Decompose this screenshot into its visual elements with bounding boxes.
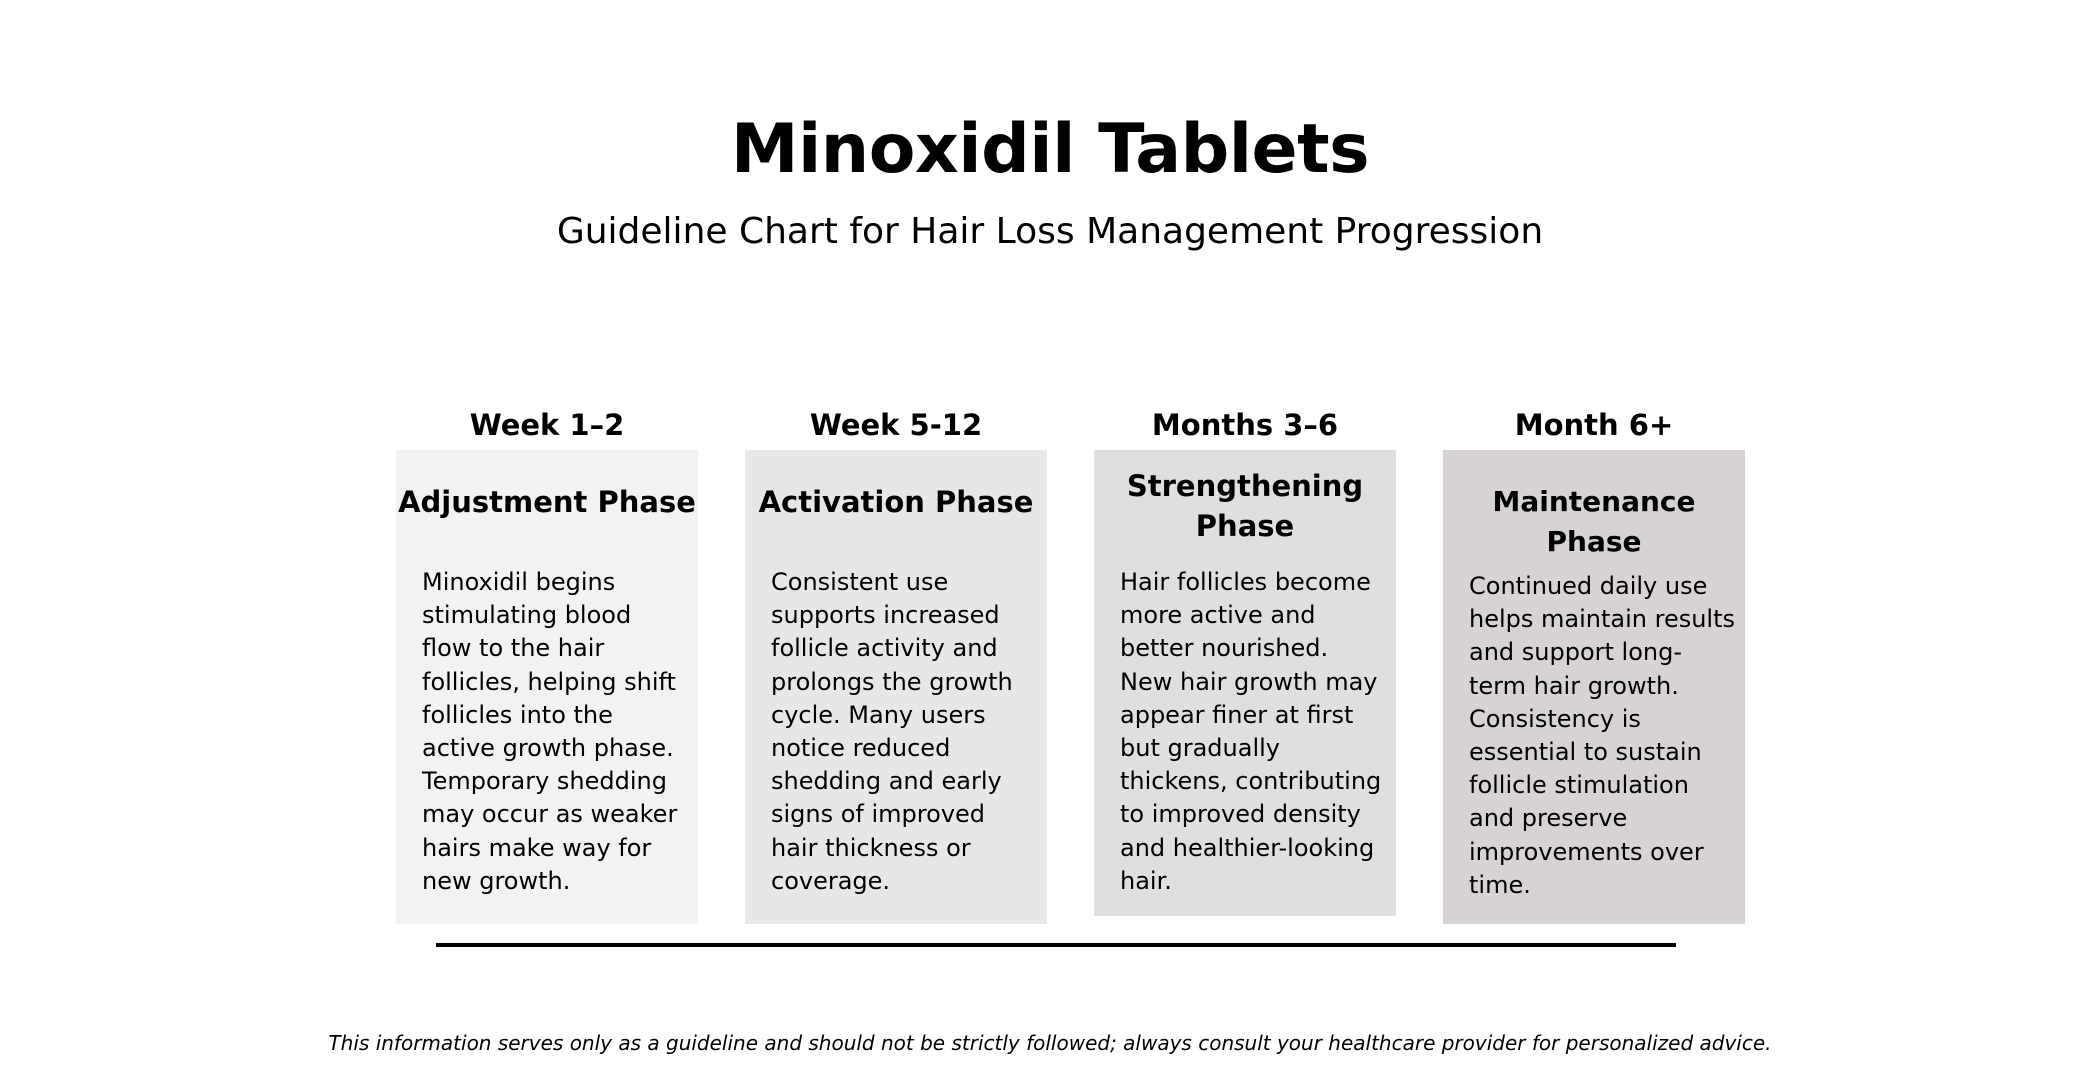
timeline-divider <box>436 943 1676 947</box>
phase-card <box>745 450 1047 924</box>
page-title: Minoxidil Tablets <box>730 110 1370 189</box>
phase-column-activation <box>745 400 1047 895</box>
phase-description: Minoxidil begins stimulating blood flow to the hair follicles, helping shift follicles into the active growth phase. Temporary shedding may occur as weaker hairs make way for new growth. <box>422 568 678 895</box>
phase-description: Hair follicles become more active and better nourished. New hair growth may appear finer at first but gradually thickens, contributing to improved density and healthier-looking hair. <box>1120 568 1382 895</box>
phase-period-label: Month 6+ <box>1514 408 1674 442</box>
phase-title: Adjustment Phase <box>398 485 696 519</box>
disclaimer-text: This information serves only as a guideline and should not be strictly followed; always consult your healthcare provider for personalized advice. <box>328 1031 1772 1055</box>
phase-column-adjustment <box>396 400 698 895</box>
phase-period-label: Week 5-12 <box>809 408 983 442</box>
phase-title: Strengthening Phase <box>1126 469 1364 543</box>
page-subtitle: Guideline Chart for Hair Loss Management Progression <box>556 211 1544 252</box>
phase-column-strengthening <box>1094 400 1396 895</box>
phase-column-maintenance <box>1443 400 1745 899</box>
phase-card <box>1094 450 1396 916</box>
phase-title: Maintenance Phase <box>1492 485 1696 558</box>
phase-description: Continued daily use helps maintain results and support long-term hair growth. Consistency is essential to sustain follicle stimulation and preserve improvements over time. <box>1469 572 1736 899</box>
phase-period-label: Week 1–2 <box>469 408 625 442</box>
phase-description: Consistent use supports increased follicle activity and prolongs the growth cycle. Many users notice reduced shedding and early signs of improved hair thickness or coverage. <box>771 568 1013 895</box>
phase-period-label: Months 3–6 <box>1151 408 1339 442</box>
phase-title: Activation Phase <box>758 485 1034 519</box>
phase-card <box>396 450 698 924</box>
phase-card <box>1443 450 1745 924</box>
